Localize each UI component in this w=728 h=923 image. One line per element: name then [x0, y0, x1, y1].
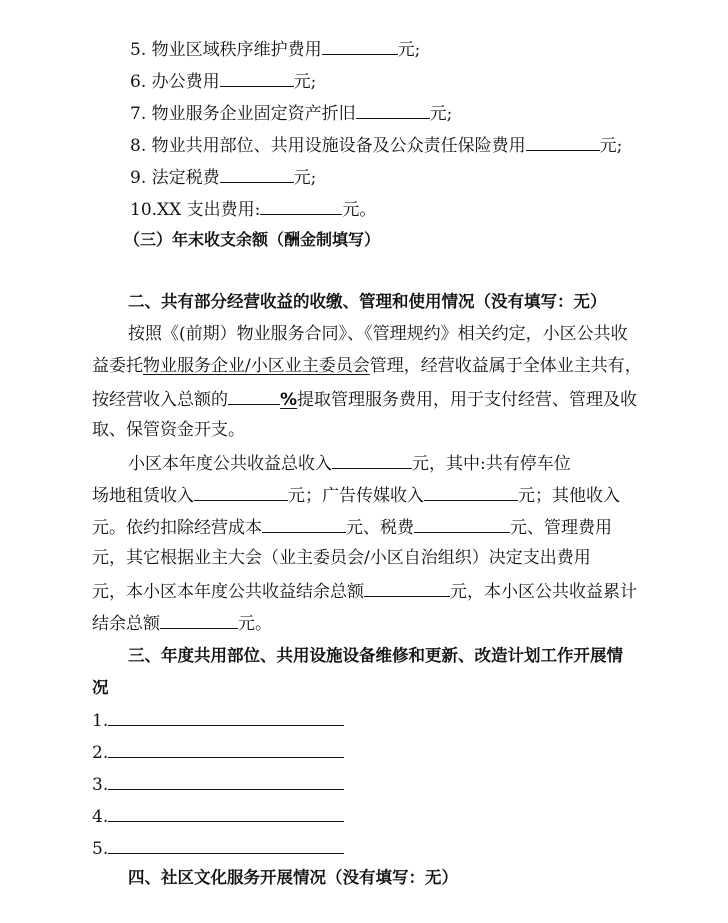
section3-heading-line1: 三、年度共用部位、共用设施设备维修和更新、改造计划工作开展情: [128, 646, 623, 665]
plan-item-3: 3.: [92, 771, 344, 797]
plan-blank[interactable]: [108, 739, 344, 758]
expense-item-label: 9. 法定税费: [130, 168, 220, 188]
expense-item-10: 10.XX 支出费用: 元。: [130, 196, 376, 222]
fill-blank[interactable]: [424, 482, 518, 501]
plan-blank[interactable]: [108, 803, 344, 822]
fill-blank[interactable]: [526, 132, 600, 151]
plan-item-2: 2.: [92, 739, 344, 765]
expense-item-label: 5. 物业区域秩序维护费用: [130, 40, 322, 60]
fill-blank[interactable]: [260, 196, 342, 215]
section2-p1-line1: 按照《(前期）物业服务合同》、《管理规约》相关约定，小区公共收: [128, 324, 628, 344]
section2-p1-line4: 取、保管资金开支。: [92, 420, 245, 440]
section3-heading-line2: 况: [92, 678, 109, 697]
fill-blank[interactable]: [414, 514, 510, 533]
subheading-annual-balance: （三）年末收支余额（酬金制填写）: [124, 230, 381, 249]
plan-blank[interactable]: [108, 771, 344, 790]
section2-p1-line3: 按经营收入总额的 %提取管理服务费用，用于支付经营、管理及收: [92, 386, 676, 412]
section2-p2-line3: 元。依约扣除经营成本 元、税费 元、管理费用: [92, 514, 676, 540]
fill-blank[interactable]: [220, 68, 294, 87]
plan-blank[interactable]: [108, 835, 344, 854]
section2-p2-line5: 元，本小区本年度公共收益结余总额 元，本小区公共收益累计: [92, 578, 676, 604]
expense-item-6: 6. 办公费用 元;: [130, 68, 316, 94]
section2-p2-line4: 元，其它根据业主大会（业主委员会/小区自治组织）决定支出费用: [92, 548, 591, 568]
expense-item-label: 6. 办公费用: [130, 72, 220, 92]
fill-blank[interactable]: [322, 36, 398, 55]
underlined-manager: 物业服务企业/小区业主委员会: [143, 356, 370, 376]
expense-item-label: 8. 物业共用部位、共用设施设备及公众责任保险费用: [130, 136, 526, 156]
section2-p2-line6: 结余总额 元。: [92, 610, 272, 636]
plan-item-5: 5.: [92, 835, 344, 861]
section2-p2-line1: 小区本年度公共收益总收入 元，其中:共有停车位: [128, 450, 571, 476]
plan-blank[interactable]: [108, 707, 344, 726]
section2-p2-line2: 场地租赁收入 元；广告传媒收入 元；其他收入: [92, 482, 676, 508]
section2-heading: 二、共有部分经营收益的收缴、管理和使用情况（没有填写：无）: [128, 292, 607, 311]
expense-item-8: 8. 物业共用部位、共用设施设备及公众责任保险费用 元;: [130, 132, 622, 158]
section2-p1-line2: 益委托物业服务企业/小区业主委员会管理，经营收益属于全体业主共有，: [92, 356, 642, 376]
fill-blank[interactable]: [160, 610, 238, 629]
fill-blank[interactable]: [356, 100, 430, 119]
plan-item-1: 1.: [92, 707, 344, 733]
expense-item-7: 7. 物业服务企业固定资产折旧 元;: [130, 100, 452, 126]
fill-blank[interactable]: [194, 482, 288, 501]
expense-item-9: 9. 法定税费 元;: [130, 164, 316, 190]
plan-item-4: 4.: [92, 803, 344, 829]
section4-heading: 四、社区文化服务开展情况（没有填写：无）: [128, 868, 458, 887]
expense-item-label: 10.XX 支出费用:: [130, 200, 261, 220]
fill-blank[interactable]: [262, 514, 346, 533]
expense-item-label: 7. 物业服务企业固定资产折旧: [130, 104, 356, 124]
fill-blank[interactable]: [364, 578, 450, 597]
percent-blank[interactable]: [228, 386, 280, 405]
fill-blank[interactable]: [220, 164, 294, 183]
percent-sign: %: [280, 390, 298, 410]
expense-item-5: 5. 物业区域秩序维护费用 元;: [130, 36, 420, 62]
fill-blank[interactable]: [332, 450, 412, 469]
